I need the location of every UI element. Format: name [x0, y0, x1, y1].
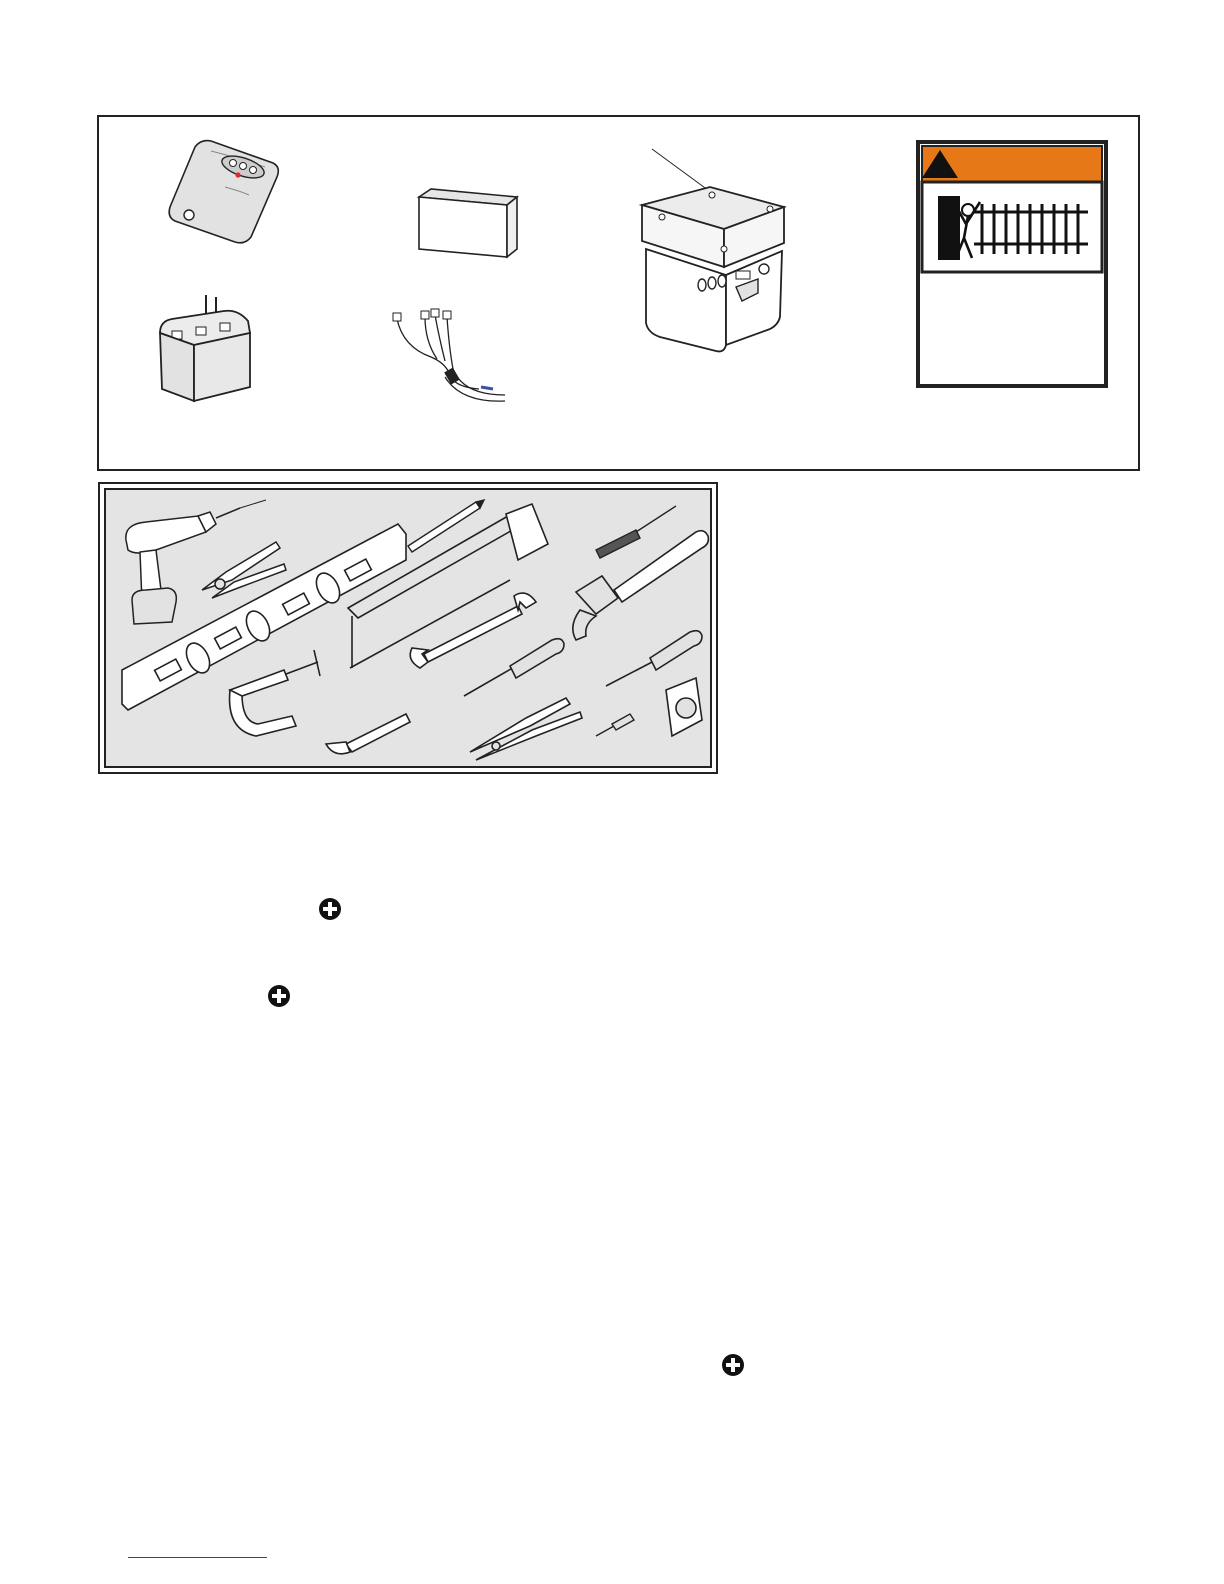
pencil-icon — [408, 500, 484, 552]
plus-circle-icon — [267, 984, 291, 1008]
small-screwdriver-icon — [596, 714, 634, 736]
tools-illustration — [104, 488, 712, 768]
plus-circle-icon — [318, 897, 342, 921]
wrench-icon — [410, 593, 536, 668]
control-box-icon — [632, 145, 852, 350]
hammer-icon — [573, 531, 709, 640]
wire-harness-icon — [389, 307, 509, 412]
adjustable-wrench-icon — [326, 714, 410, 754]
warning-sign — [916, 140, 1108, 388]
phillips-screwdriver-icon — [606, 631, 702, 686]
file-icon — [596, 506, 676, 558]
footer-link-underline — [128, 1557, 267, 1558]
c-clamp-icon — [230, 650, 320, 736]
wire-stripper-icon — [470, 698, 582, 760]
transformer-icon — [154, 293, 264, 405]
tools-panel — [98, 482, 718, 774]
parts-panel — [97, 115, 1140, 471]
remote-control-icon — [165, 137, 285, 247]
tape-measure-icon — [666, 678, 702, 736]
battery-icon — [411, 185, 521, 260]
plus-circle-icon — [721, 1353, 745, 1377]
screwdriver-icon — [464, 639, 564, 696]
